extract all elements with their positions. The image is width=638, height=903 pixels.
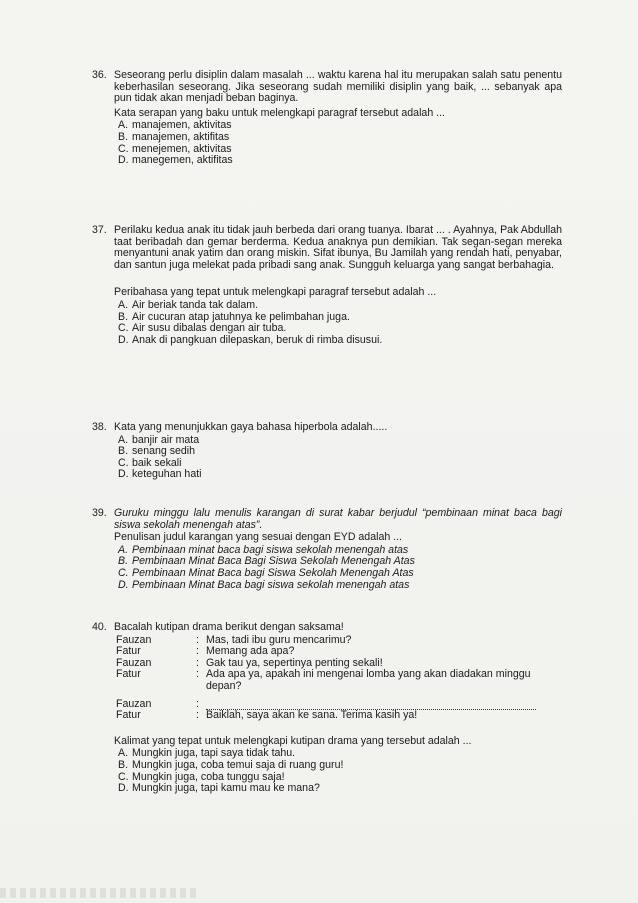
- question-38: [92, 422, 562, 481]
- options-list: [118, 435, 562, 481]
- question-37: [92, 225, 562, 346]
- options-list: [118, 120, 562, 166]
- option-b[interactable]: B. Pembinaan Minat Baca Bagi Siswa Sekolah Menengah Atas: [118, 555, 415, 568]
- option-b[interactable]: B. Mungkin juga, coba temui saja di ruang guru!: [118, 758, 344, 771]
- dialog-line: Fauzan : Gak tau ya, sepertinya penting sekali!: [116, 656, 383, 669]
- drama-dialog: [92, 635, 562, 722]
- option-c[interactable]: C. baik sekali: [118, 456, 182, 469]
- question-stem: Bacalah kutipan drama berikut dengan saksama!: [114, 621, 344, 633]
- option-b[interactable]: B. senang sedih: [118, 445, 196, 458]
- option-d[interactable]: D. Anak di pangkuan dilepaskan, beruk di rimba disusui.: [118, 333, 383, 346]
- question-stem: Seseorang perlu disiplin dalam masalah ... waktu karena hal itu merupakan salah satu penentu keberhasilan seseorang. Jika seseorang sudah memiliki disiplin yang baik, ... sebanyak apa pun tidak akan menjadi beban baginya.: [114, 69, 562, 105]
- option-a[interactable]: A. banjir air mata: [118, 433, 200, 446]
- option-d[interactable]: D. Pembinaan Minat Baca bagi siswa sekolah menengah atas: [118, 578, 410, 591]
- question-prompt: Penulisan judul karangan yang sesuai dengan EYD adalah ...: [114, 531, 403, 544]
- question-36: [92, 70, 562, 167]
- options-list: [118, 748, 562, 794]
- option-a[interactable]: A. manajemen, aktivitas: [118, 119, 232, 132]
- option-d[interactable]: D. Mungkin juga, tapi kamu mau ke mana?: [118, 782, 320, 795]
- option-d[interactable]: D. manegemen, aktifitas: [118, 154, 233, 167]
- question-prompt: Peribahasa yang tepat untuk melengkapi paragraf tersebut adalah ...: [114, 286, 437, 299]
- dialog-line: Fatur : Memang ada apa?: [116, 645, 295, 658]
- question-prompt: Kata serapan yang baku untuk melengkapi paragraf tersebut adalah ...: [114, 106, 445, 119]
- option-b[interactable]: B. Air cucuran atap jatuhnya ke pelimbahan juga.: [118, 310, 350, 323]
- dialog-line: Fatur : Ada apa ya, apakah ini mengenai lomba yang akan diadakan minggu depan?: [116, 668, 531, 692]
- question-stem: Perilaku kedua anak itu tidak jauh berbeda dari orang tuanya. Ibarat ... . Ayahnya, Pak Abdullah taat beribadah dan gemar berderma. Kedua anaknya pun demikian. Tak segan-segan mereka menyantuni anak yatim dan orang miskin. Sifat ibunya, Bu Jamilah yang rendah hati, penyabar, dan santun juga melekat pada pribadi sang anak. Sungguh keluarga yang sangat berbahagia.: [114, 224, 562, 271]
- question-40: [92, 622, 562, 795]
- question-number: 40.: [92, 621, 107, 633]
- question-number: 37.: [92, 224, 107, 236]
- option-c[interactable]: C. Air susu dibalas dengan air tuba.: [118, 322, 287, 335]
- question-stem: Guruku minggu lalu menulis karangan di surat kabar berjudul “pembinaan minat baca bagi siswa sekolah menengah atas”.: [114, 507, 562, 531]
- options-list: [118, 545, 562, 591]
- dialog-line: Fauzan : Mas, tadi ibu guru mencarimu?: [116, 633, 352, 646]
- option-a[interactable]: A. Air beriak tanda tak dalam.: [118, 298, 259, 311]
- option-c[interactable]: C. menejemen, aktivitas: [118, 142, 232, 155]
- scanner-watermark: [0, 888, 200, 898]
- options-list: [118, 300, 562, 346]
- question-number: 39.: [92, 507, 107, 519]
- option-a[interactable]: A. Mungkin juga, tapi saya tidak tahu.: [118, 747, 296, 760]
- option-b[interactable]: B. manajemen, aktifitas: [118, 130, 230, 143]
- question-39: [92, 508, 562, 591]
- option-c[interactable]: C. Pembinaan Minat Baca bagi Siswa Sekolah Menengah Atas: [118, 566, 414, 579]
- question-prompt: Kalimat yang tepat untuk melengkapi kutipan drama yang tersebut adalah ...: [114, 734, 472, 747]
- question-number: 36.: [92, 69, 107, 81]
- question-number: 38.: [92, 421, 107, 433]
- option-c[interactable]: C. Mungkin juga, coba tunggu saja!: [118, 770, 285, 783]
- dialog-line: Fatur : Baiklah, saya akan ke sana. Terima kasih ya!: [116, 709, 418, 722]
- dialog-line-blank: Fauzan :: [92, 699, 562, 711]
- question-stem: Kata yang menunjukkan gaya bahasa hiperbola adalah.....: [114, 421, 388, 433]
- option-d[interactable]: D. keteguhan hati: [118, 468, 202, 481]
- option-a[interactable]: A. Pembinaan minat baca bagi siswa sekolah menengah atas: [118, 543, 409, 556]
